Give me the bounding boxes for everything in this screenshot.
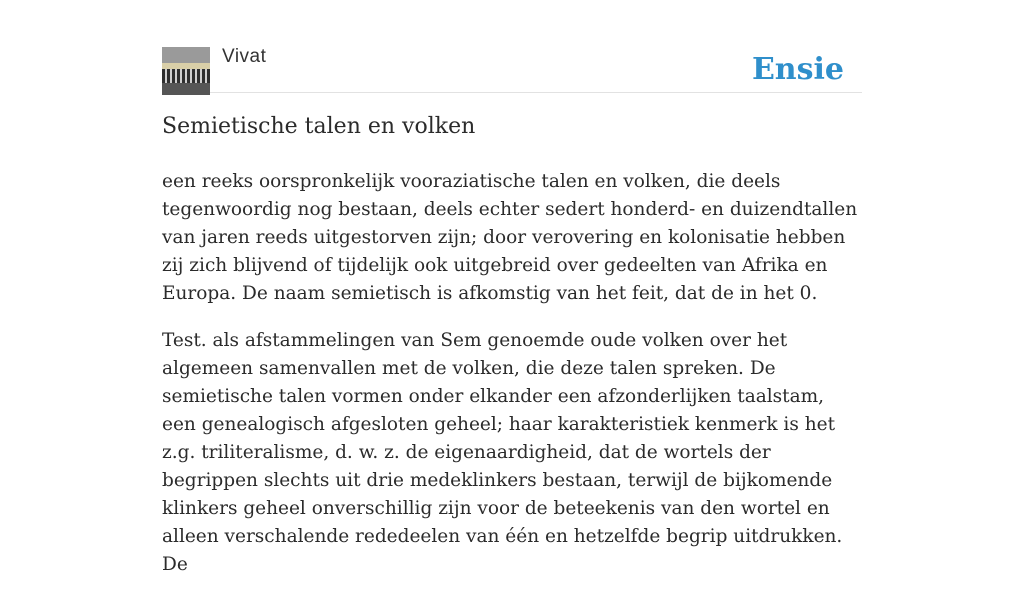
article-title: Semietische talen en volken [162, 114, 476, 139]
avatar[interactable] [162, 47, 210, 95]
author-name[interactable]: Vivat [222, 46, 267, 67]
brand-logo[interactable]: Ensie [751, 52, 844, 87]
header [162, 46, 862, 93]
article-paragraph: Test. als afstammelingen van Sem genoemde oude volken over het algemeen samenvallen met de volken, die deze talen spreken. De semietische talen vormen onder elkander een afzonderlijken taalstam, een genealogisch afgesloten geheel; haar karakteristiek kenmerk is het z.g. triliteralisme, d. w. z. de eigenaardigheid, dat de wortels der begrippen slechts uit drie medeklinkers bestaan, terwijl de bijkomende klinkers geheel onverschillig zijn voor de beteekenis van den wortel en alleen verschalende rededeelen van één en hetzelfde begrip uitdrukken. De [162, 330, 843, 575]
avatar-image [162, 47, 210, 95]
article-paragraph: een reeks oorspronkelijk vooraziatische talen en volken, die deels tegenwoordig nog bestaan, deels echter sedert honderd- en duizendtallen van jaren reeds uitgestorven zijn; door verovering en kolonisatie hebben zij zich blijvend of tijdelijk ook uitgebreid over gedeelten van Afrika en Europa. De naam semietisch is afkomstig van het feit, dat de in het 0. [162, 171, 858, 304]
article-body [162, 168, 862, 598]
